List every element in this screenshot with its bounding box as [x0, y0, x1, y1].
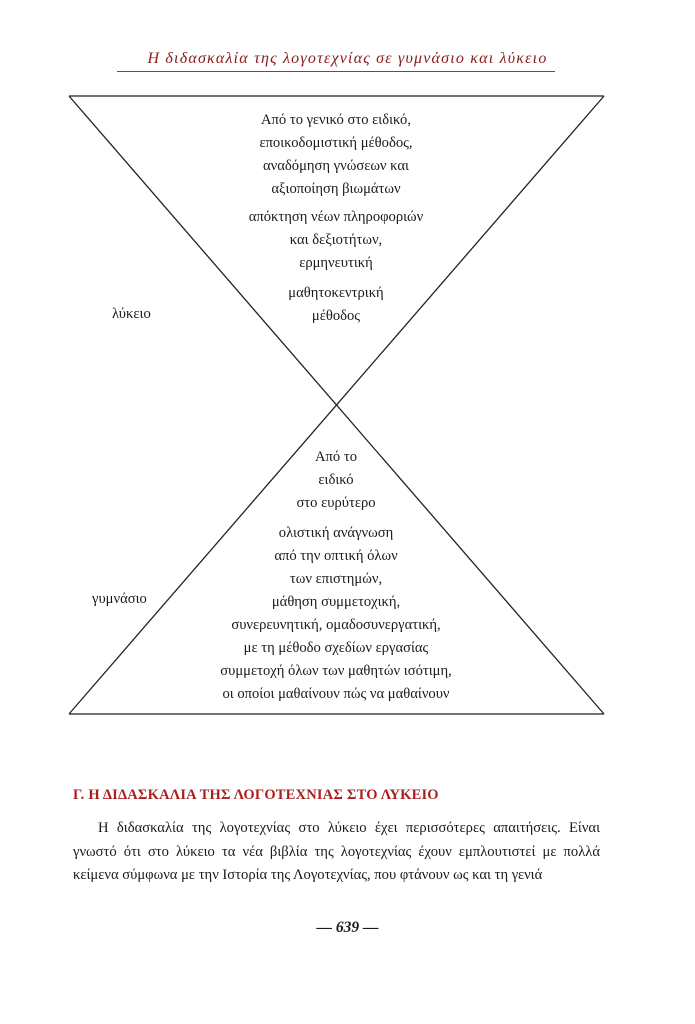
lower-text-line-2: ειδικό [318, 472, 354, 488]
upper-text-line-8: μαθητοκεντρική [288, 285, 384, 301]
side-label-lyceum: λύκειο [112, 306, 151, 322]
upper-text-line-5: απόκτηση νέων πληροφοριών [248, 209, 424, 225]
lower-text-line-5: από την οπτική όλων [274, 548, 398, 564]
upper-text-line-9: μέθοδος [311, 308, 361, 324]
upper-text-line-4: αξιοποίηση βιωμάτων [271, 181, 401, 197]
lower-text-line-1: Από το [314, 449, 357, 465]
side-label-gymnasium: γυμνάσιο [92, 591, 147, 607]
upper-text-line-3: αναδόμηση γνώσεων και [263, 158, 409, 174]
upper-text-line-1: Από το γενικό στο ειδικό, [260, 112, 411, 128]
lower-text-line-9: με τη μέθοδο σχεδίων εργασίας [243, 640, 429, 656]
lower-text-line-4: ολιστική ανάγνωση [278, 525, 394, 541]
lower-text-line-7: μάθηση συμμετοχική, [271, 594, 401, 610]
lower-text-line-10: συμμετοχή όλων των μαθητών ισότιμη, [220, 663, 452, 679]
upper-text-line-6: και δεξιοτήτων, [289, 232, 383, 248]
running-head: Η διδασκαλία της λογοτεχνίας σε γυμνάσιο και λύκειο [147, 50, 548, 67]
body-text [73, 817, 600, 888]
lower-text-line-3: στο ευρύτερο [296, 495, 376, 511]
lower-text-line-6: των επιστημών, [289, 571, 383, 587]
section-heading: Γ. Η ΔΙΔΑΣΚΑΛΙΑ ΤΗΣ ΛΟΓΟΤΕΧΝΙΑΣ ΣΤΟ ΛΥΚΕΙΟ [73, 787, 439, 803]
lower-text-line-8: συνερευνητική, ομαδοσυνεργατική, [231, 617, 441, 633]
page-number: — 639 — [316, 919, 379, 936]
body-paragraph: Η διδασκαλία της λογοτεχνίας στο λύκειο έχει περισσότερες απαιτήσεις. Είναι γνωστό ότι στο λύκειο τα νέα βιβλία της λογοτεχνίας έχουν εμπλουτιστεί με πολλά κείμενα σύμφωνα με την Ιστορία της Λογοτεχνίας, που φτάνουν ως και τη γενιά [73, 820, 600, 883]
upper-text-line-2: εποικοδομιστική μέθοδος, [259, 135, 413, 151]
lower-text-line-11: οι οποίοι μαθαίνουν πώς να μαθαίνουν [222, 686, 450, 702]
upper-text-line-7: ερμηνευτική [299, 255, 373, 271]
